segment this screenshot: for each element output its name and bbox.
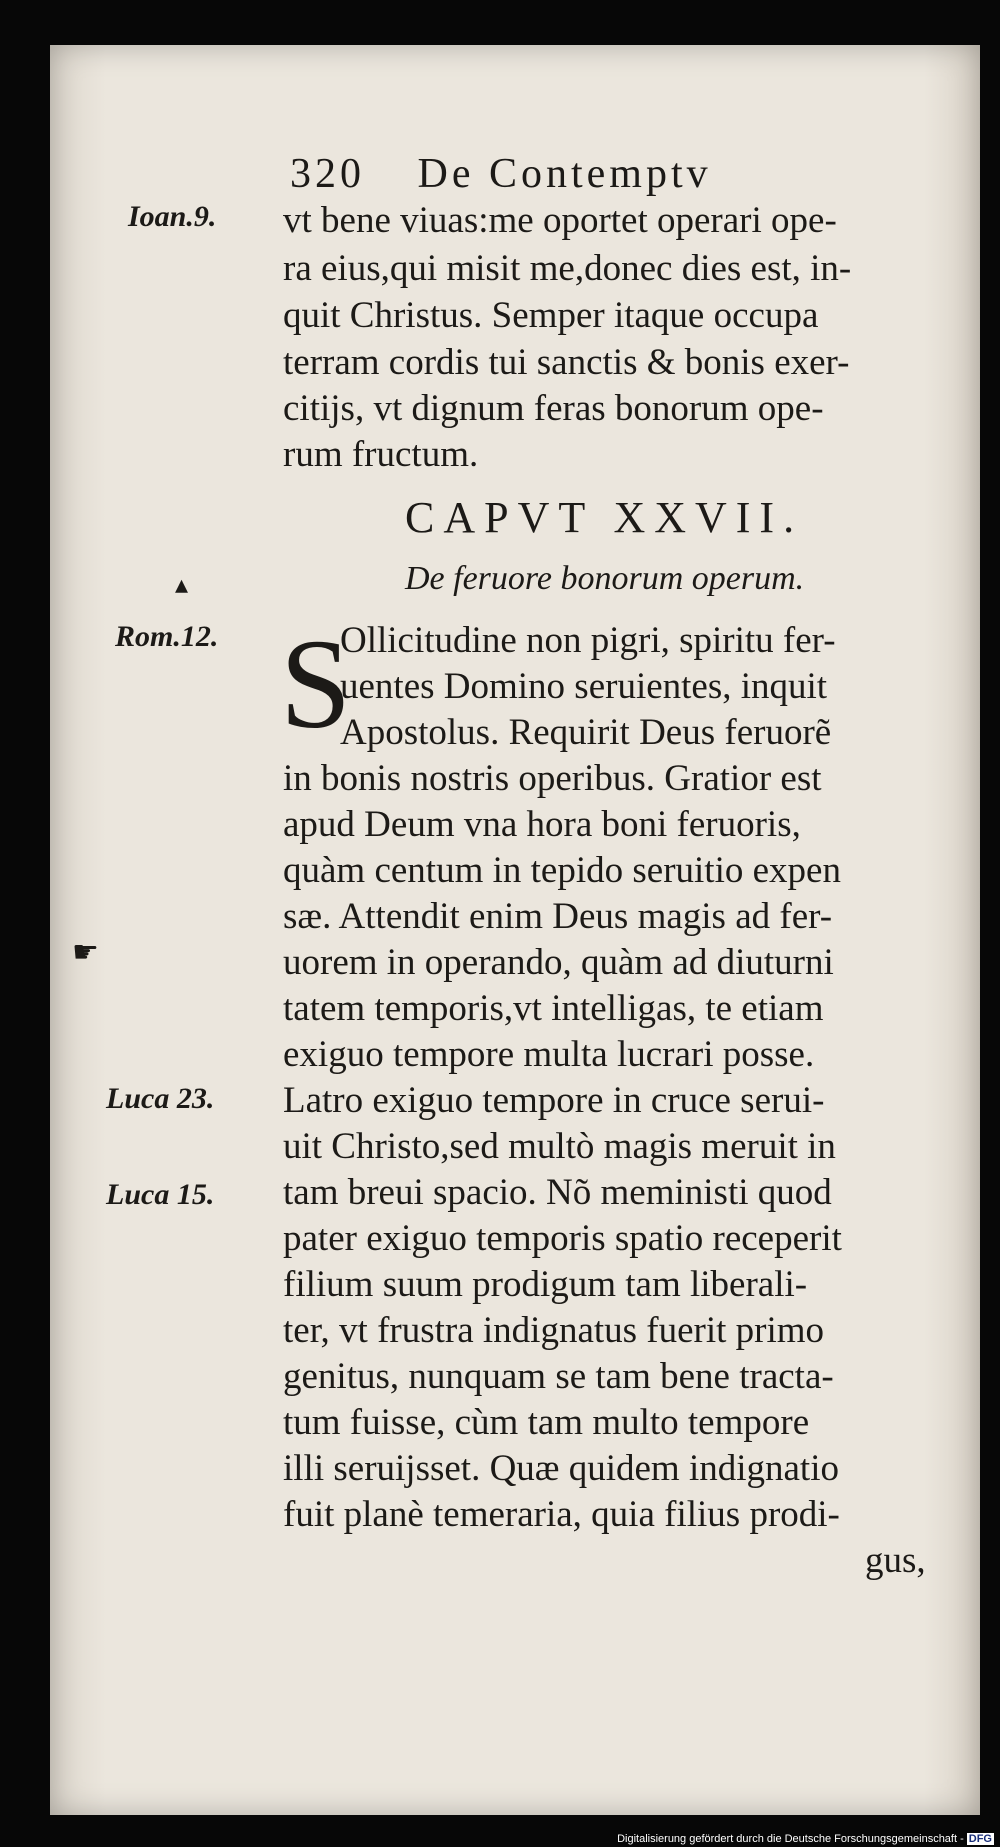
text-line: sæ. Attendit enim Deus magis ad fer- xyxy=(283,896,833,937)
page-number: 320 xyxy=(290,151,365,197)
text-line: quàm centum in tepido seruitio expen xyxy=(283,850,841,891)
running-header xyxy=(290,150,712,198)
text-line: uorem in operando, quàm ad diuturni xyxy=(283,942,834,983)
margin-note: Luca 15. xyxy=(106,1178,215,1211)
margin-note: Ioan.9. xyxy=(128,200,217,233)
margin-note: Luca 23. xyxy=(106,1082,215,1115)
text-line: apud Deum vna hora boni feruoris, xyxy=(283,804,801,845)
dfg-logo: DFG xyxy=(968,1833,992,1845)
text-line: Apostolus. Requirit Deus feruorẽ xyxy=(340,712,832,753)
text-line: ra eius,qui misit me,donec dies est, in- xyxy=(283,248,852,289)
text-line: tatem temporis,vt intelligas, te etiam xyxy=(283,988,824,1029)
text-line: vt bene viuas:me oportet operari ope- xyxy=(283,200,837,241)
text-line: exiguo tempore multa lucrari posse. xyxy=(283,1034,815,1075)
manicule-mark: ☛ xyxy=(72,935,99,970)
margin-note: Rom.12. xyxy=(115,620,219,653)
running-title: De Contemptv xyxy=(417,151,712,197)
text-line: pater exiguo temporis spatio receperit xyxy=(283,1218,842,1259)
chapter-title: CAPVT XXVII. xyxy=(405,493,804,542)
margin-mark: ▴ xyxy=(175,570,189,600)
text-line: illi seruijsset. Quæ quidem indignatio xyxy=(283,1448,839,1489)
text-line: Latro exiguo tempore in cruce serui- xyxy=(283,1080,825,1121)
chapter-subtitle: De feruore bonorum operum. xyxy=(405,560,805,597)
text-line: uit Christo,sed multò magis meruit in xyxy=(283,1126,836,1167)
catchword: gus, xyxy=(865,1540,926,1581)
text-line: terram cordis tui sanctis & bonis exer- xyxy=(283,342,850,383)
text-line: tam breui spacio. Nõ meministi quod xyxy=(283,1172,832,1213)
drop-cap: S xyxy=(280,613,352,755)
text-line: ter, vt frustra indignatus fuerit primo xyxy=(283,1310,825,1351)
text-line: tum fuisse, cùm tam multo tempore xyxy=(283,1402,810,1443)
text-line: quit Christus. Semper itaque occupa xyxy=(283,295,819,336)
footer-credit xyxy=(617,1833,994,1845)
text-line: fuit planè temeraria, quia filius prodi- xyxy=(283,1494,840,1535)
text-line: citijs, vt dignum feras bonorum ope- xyxy=(283,388,824,429)
text-line: in bonis nostris operibus. Gratior est xyxy=(283,758,822,799)
text-line: rum fructum. xyxy=(283,434,479,475)
text-line: Ollicitudine non pigri, spiritu fer- xyxy=(340,620,836,661)
footer-credit-text: Digitalisierung gefördert durch die Deutsche Forschungsgemeinschaft - xyxy=(617,1833,964,1845)
text-line: filium suum prodigum tam liberali- xyxy=(283,1264,808,1305)
text-line: uentes Domino seruientes, inquit xyxy=(340,666,828,707)
text-line: genitus, nunquam se tam bene tracta- xyxy=(283,1356,834,1397)
